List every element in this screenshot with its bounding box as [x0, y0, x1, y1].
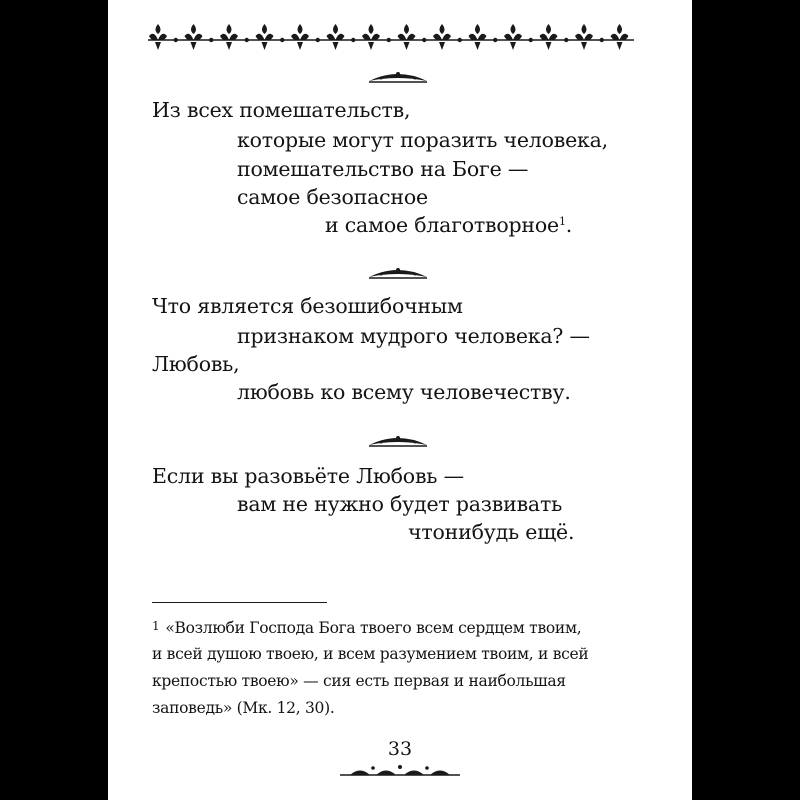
verse-3-line-1: Если вы разовьёте Любовь —: [152, 464, 464, 488]
footnote-marker: 1: [152, 619, 160, 633]
verse-1-line-3: помешательство на Боге —: [237, 157, 529, 181]
right-black-border: [692, 0, 800, 800]
page-number: 33: [387, 738, 413, 760]
section-divider-ornament: [367, 266, 429, 282]
footnote-line-4: заповедь» (Мк. 12, 30).: [152, 699, 335, 717]
footnote-reference: 1: [558, 215, 566, 228]
bottom-ornament: [340, 762, 460, 782]
border-motif-icon: [327, 24, 356, 50]
verse-1-line-5-text: и самое благотворное: [325, 213, 559, 237]
section-divider-ornament: [367, 434, 429, 450]
border-motif-icon: [575, 24, 604, 50]
border-motif-icon: [362, 24, 391, 50]
border-motif-icon: [185, 24, 214, 50]
footnote-line-3: крепостью твоею» — сия есть первая и наибольшая: [152, 672, 566, 690]
border-motif-icon: [433, 24, 462, 50]
border-motif-icon: [291, 24, 320, 50]
border-motif-icon: [469, 24, 498, 50]
top-ornament-border: [148, 20, 634, 54]
verse-2-line-1: Что является безошибочным: [152, 294, 463, 318]
section-divider-ornament: [367, 70, 429, 86]
verse-1-line-5: и самое благотворное$^1$.: [325, 213, 573, 237]
left-black-border: [0, 0, 108, 800]
verse-1-line-2: которые могут поразить человека,: [237, 128, 608, 152]
verse-1-line-1: Из всех помешательств,: [152, 98, 411, 122]
border-motif-icon: [611, 24, 629, 50]
border-motif-icon: [149, 24, 178, 50]
border-motif-icon: [504, 24, 533, 50]
footnote-line-1-text: «Возлюби Господа Бога твоего всем сердцем твоим,: [165, 619, 582, 637]
verse-1-line-4: самое безопасное: [237, 185, 428, 209]
verse-3-line-3: чтонибудь ещё.: [408, 520, 575, 544]
border-motif-icon: [256, 24, 285, 50]
verse-2-line-3: Любовь,: [152, 352, 240, 376]
border-motif-icon: [220, 24, 249, 50]
footnote-line-2: и всей душою твоею, и всем разумением твоим, и всей: [152, 645, 589, 663]
footnote-line-1: [152, 617, 581, 637]
verse-3-line-2: вам не нужно будет развивать: [237, 492, 563, 516]
border-motif-icon: [540, 24, 569, 50]
border-motif-icon: [398, 24, 427, 50]
footnote-separator: [152, 602, 327, 603]
verse-2-line-4: любовь ко всему человечеству.: [237, 380, 571, 404]
verse-2-line-2: признаком мудрого человека? —: [237, 324, 590, 348]
